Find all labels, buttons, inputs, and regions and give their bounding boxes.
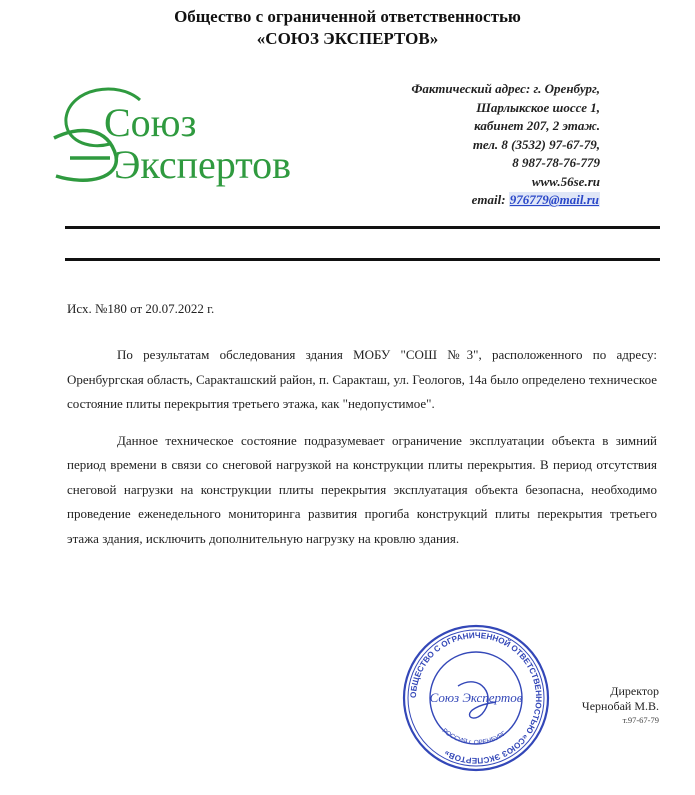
signer-name: Чернобай М.В. (581, 699, 659, 713)
stamp-outer-text: ОБЩЕСТВО С ОГРАНИЧЕННОЙ ОТВЕТСТВЕННОСТЬЮ «СОЮЗ ЭКСПЕРТОВ» (408, 630, 544, 766)
email-link[interactable]: 976779@mail.ru (509, 192, 599, 207)
stamp-bottom-text: РОССИЯ г. ОРЕНБУРГ (440, 727, 508, 747)
header-divider (65, 258, 660, 261)
body-paragraph: Данное техническое состояние подразумевает ограничение эксплуатации объекта в зимний период времени в связи со снеговой нагрузкой на конструкции плиты перекрытия. В период отсутствия снеговой нагрузки на конструкции плиты перекрытия эксплуатация объекта безопасна, необходимо проведение еженедельного мониторинга развития прогиба конструкций плиты перекрытия третьего этажа здания, исключить дополнительную нагрузку на кровлю здания. (67, 432, 657, 546)
email-line (300, 191, 600, 210)
website-text: www.56se.ru (531, 173, 600, 189)
stamp-center-text: Союз Экспертов (429, 690, 523, 705)
header-divider (65, 226, 660, 229)
address-line: Шарлыкское шоссе 1, (476, 99, 600, 115)
signer-phone: т.97-67-79 (622, 715, 659, 725)
contact-address-block (300, 80, 600, 210)
logo-word-2: Экспертов (114, 142, 292, 187)
phone-line: тел. 8 (3532) 97-67-79, (472, 136, 600, 152)
org-name-line2: «СОЮЗ ЭКСПЕРТОВ» (256, 29, 439, 48)
logo-word-1: Союз (104, 100, 197, 145)
letterhead-title (0, 6, 695, 50)
company-logo (48, 78, 338, 188)
company-stamp (400, 622, 552, 774)
letter-body (67, 343, 657, 563)
address-line: Фактический адрес: г. Оренбург, (411, 81, 600, 96)
body-paragraph: По результатам обследования здания МОБУ "СОШ №3", расположенного по адресу: Оренбургская область, Саракташский район, п. Саракташ, ул. Геологов, 14а было определено техническое состояние плиты перекрытия третьего этажа, как "недопустимое". (67, 347, 657, 411)
address-line: кабинет 207, 2 этаж. (474, 118, 600, 133)
signer-title: Директор (610, 684, 659, 698)
phone-line: 8 987-78-76-779 (512, 155, 600, 170)
outgoing-reference: Исх. №180 от 20.07.2022 г. (67, 301, 215, 316)
signature-block (582, 684, 659, 726)
org-name-line1: Общество с ограниченной ответственностью (174, 7, 521, 26)
email-label: email: (471, 192, 509, 207)
